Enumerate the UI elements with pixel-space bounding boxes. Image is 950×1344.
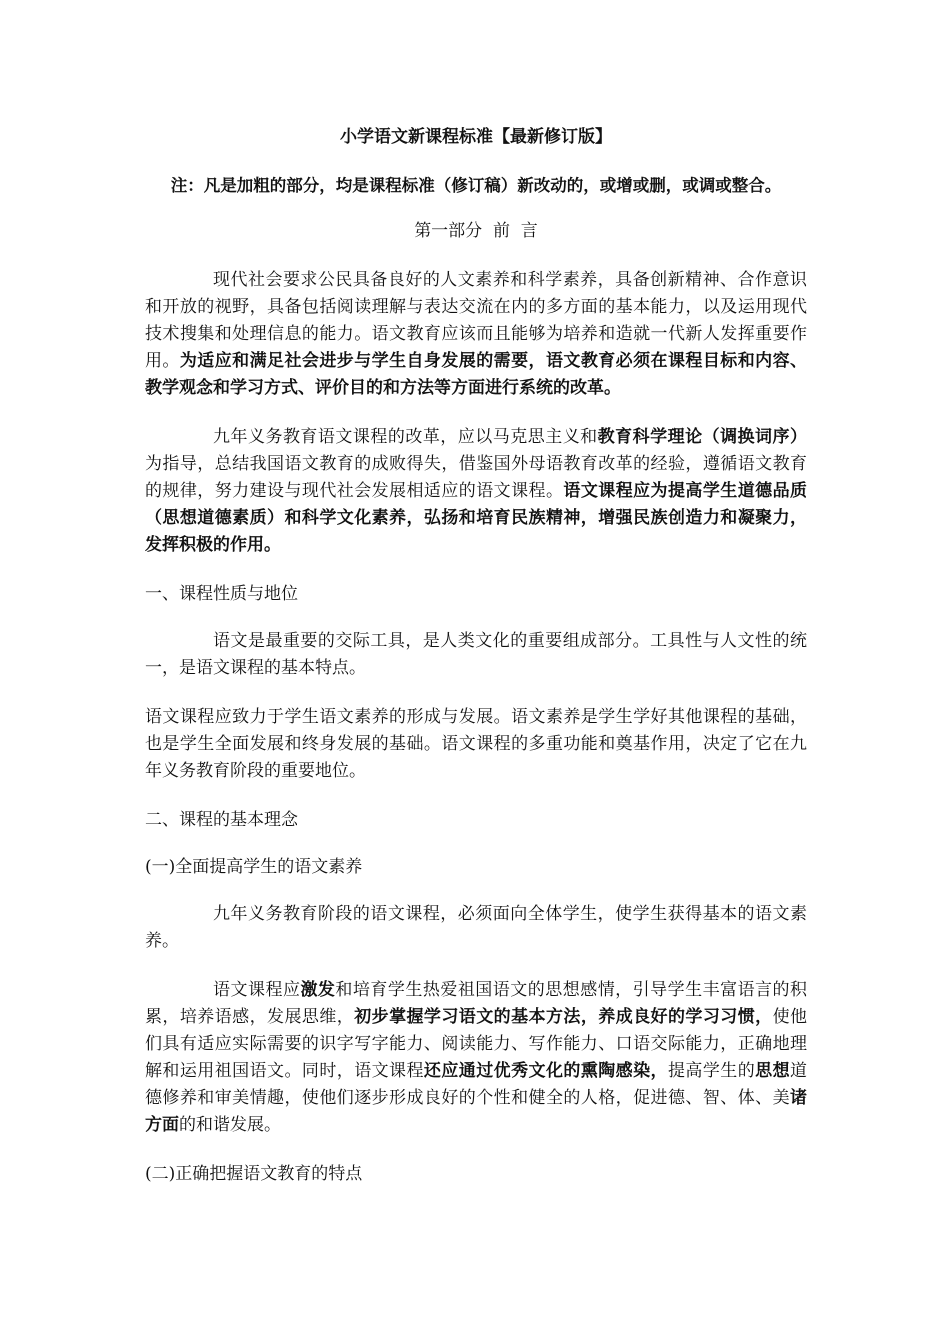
document-body: [145, 124, 807, 1208]
text-run: 和培育学生热爱祖国语文的思想感情，引导学生丰富语言的积累，培养语感，发展思维，: [145, 980, 808, 1027]
paragraph-preface-2: [145, 424, 807, 559]
text-run: 为指导，总结我国语文教育的成败得失，借鉴国外母语教育改革的经验，遵循语文教育的规律，努力建设与现代社会发展相适应的语文课程。: [145, 454, 807, 501]
bold-revision-text: 初步掌握学习语文的基本方法，养成良好的学习习惯，: [354, 1007, 773, 1027]
text-run: 的和谐发展。: [179, 1115, 281, 1135]
paragraph-literacy-2: [145, 977, 807, 1139]
subsection-heading-2: (二)正确把握语文教育的特点: [145, 1164, 363, 1184]
bold-revision-text: 激发: [300, 980, 336, 1000]
bold-revision-text: 教育科学理论（调换词序）: [597, 427, 808, 447]
paragraph-preface-1: [145, 267, 807, 402]
bold-revision-text: 还应通过优秀文化的熏陶感染，: [423, 1061, 668, 1081]
text-run: 现代社会要求公民具备良好的人文素养和科学素养，具备创新精神、合作意识和开放的视野，具备包括阅读理解与表达交流在内的多方面的基本能力，以及运用现代技术搜集和处理信息的能力。语文教育应该而且能够为培养和造就一代新人发挥重要作用。: [145, 270, 807, 371]
bold-revision-text: 为适应和满足社会进步与学生自身发展的需要，语文教育必须在课程目标和内容、教学观念和学习方式、评价目的和方法等方面进行系统的改革。: [145, 351, 808, 398]
text-run: 九年义务教育语文课程的改革，应以马克思主义和: [213, 427, 598, 447]
section-heading-2: 二、课程的基本理念: [145, 810, 298, 830]
paragraph-nature-1: 语文是最重要的交际工具，是人类文化的重要组成部分。工具性与人文性的统一，是语文课程的基本特点。: [145, 631, 807, 678]
text-run: 道德修养和审美情趣，使他们逐步形成良好的个性和健全的人格，促进德、智、体、美: [145, 1061, 808, 1108]
text-run: 提高学生的: [667, 1061, 756, 1081]
paragraph-literacy-1: 九年义务教育阶段的语文课程，必须面向全体学生，使学生获得基本的语文素养。: [145, 904, 807, 951]
section-heading-1: 一、课程性质与地位: [145, 584, 298, 604]
bold-revision-text: 思想: [755, 1061, 791, 1081]
bold-revision-text: 诸方面: [145, 1088, 807, 1135]
text-run: 使他们具有适应实际需要的识字写字能力、阅读能力、写作能力、口语交际能力，正确地理解和运用祖国语文。同时，语文课程: [145, 1007, 808, 1081]
revision-note: 注：凡是加粗的部分，均是课程标准（修订稿）新改动的，或增或删，或调或整合。: [170, 176, 782, 195]
bold-revision-text: 语文课程应为提高学生道德品质（思想道德素质）和科学文化素养，弘扬和培育民族精神，增强民族创造力和凝聚力，发挥积极的作用。: [145, 481, 808, 555]
text-run: 语文课程应: [213, 980, 301, 1000]
subsection-heading-1: (一)全面提高学生的语文素养: [145, 857, 363, 877]
paragraph-nature-2: 语文课程应致力于学生语文素养的形成与发展。语文素养是学生学好其他课程的基础，也是学生全面发展和终身发展的基础。语文课程的多重功能和奠基作用，决定了它在九年义务教育阶段的重要地位。: [145, 707, 807, 781]
document-title: 小学语文新课程标准【最新修订版】: [340, 127, 612, 147]
part-title: 第一部分 前 言: [414, 221, 538, 241]
